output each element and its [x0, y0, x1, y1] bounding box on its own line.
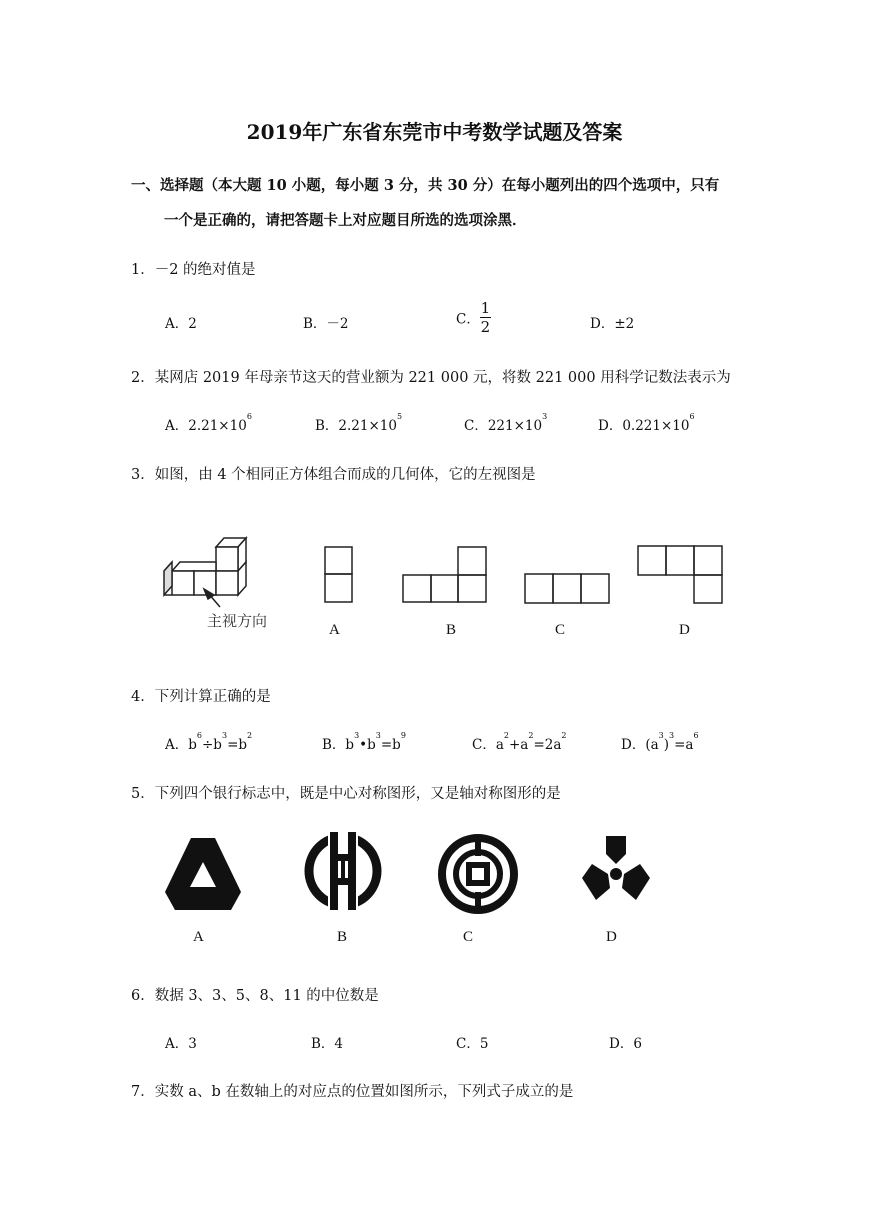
- q6-option-b: B．4: [311, 1036, 344, 1052]
- q2-option-a: A．$2.21\times 10^6$: [165, 412, 252, 434]
- q5-label-b: B: [337, 929, 348, 945]
- q5-label-a: A: [193, 929, 204, 945]
- question-3-stem: 3．如图，由 4 个相同正方体组合而成的几何体，它的左视图是: [131, 467, 536, 483]
- q5-logo-d: [576, 830, 656, 910]
- q5-label-d: D: [606, 929, 617, 945]
- q5-logo-b: [303, 828, 383, 912]
- q4-option-a: A．$b^6\div b^3=b^2$: [165, 731, 253, 753]
- question-4-stem: 4．下列计算正确的是: [131, 689, 271, 705]
- q4-option-d: D．$(a^3)^3=a^6$: [621, 731, 699, 753]
- q4-option-c: C．$a^2+a^2=2a^2$: [472, 731, 567, 753]
- q4-option-b: B．$b^3•b^3=b^9$: [322, 731, 406, 753]
- q3-option-c-figure: [523, 572, 613, 606]
- q5-logo-a: [163, 832, 243, 912]
- fraction-numerator: 1: [480, 299, 491, 317]
- q1-option-c-prefix: C．: [456, 311, 480, 328]
- q1-option-a: A．2: [165, 316, 197, 332]
- page-title: 2019年广东省东莞市中考数学试题及答案: [246, 120, 623, 144]
- q3-view-direction-caption: 主视方向: [207, 612, 268, 630]
- q2-option-c: C．$221\times 10^3$: [464, 412, 548, 434]
- q1-option-d: D．±2: [590, 316, 635, 332]
- q1-option-c-fraction: [480, 299, 491, 336]
- q2-option-d: D．$0.221\times 10^6$: [598, 412, 695, 434]
- q5-logo-c: [436, 832, 520, 916]
- fraction-denominator: 2: [480, 318, 491, 336]
- question-1-stem: 1．－2 的绝对值是: [131, 262, 256, 278]
- q3-option-d-figure: [636, 544, 726, 606]
- question-6-stem: 6．数据 3、3、5、8、11 的中位数是: [131, 988, 379, 1004]
- q1-option-b: B．－2: [303, 316, 349, 332]
- q1-option-c: [456, 299, 491, 336]
- q3-label-b: B: [446, 622, 457, 638]
- q2-option-b: B．$2.21\times 10^5$: [315, 412, 403, 434]
- q3-label-a: A: [329, 622, 340, 638]
- question-2-stem: 2．某网店 2019 年母亲节这天的营业额为 221 000 元，将数 221 000 用科学记数法表示为: [131, 370, 731, 386]
- q5-label-c: C: [463, 929, 474, 945]
- section-heading-line1: 一、选择题（本大题 10 小题，每小题 3 分，共 30 分）在每小题列出的四个选项中，只有: [131, 177, 720, 194]
- section-heading-line2: 一个是正确的，请把答题卡上对应题目所选的选项涂黑．: [164, 212, 527, 229]
- question-5-stem: 5．下列四个银行标志中，既是中心对称图形，又是轴对称图形的是: [131, 786, 561, 802]
- question-7-stem: 7．实数 a、b 在数轴上的对应点的位置如图所示，下列式子成立的是: [131, 1084, 574, 1100]
- q3-option-a-figure: [323, 545, 355, 605]
- q3-option-b-figure: [401, 545, 491, 605]
- q3-label-d: D: [679, 622, 690, 638]
- q6-option-c: C．5: [456, 1036, 489, 1052]
- q6-option-a: A．3: [165, 1036, 197, 1052]
- q6-option-d: D．6: [609, 1036, 642, 1052]
- q3-label-c: C: [555, 622, 566, 638]
